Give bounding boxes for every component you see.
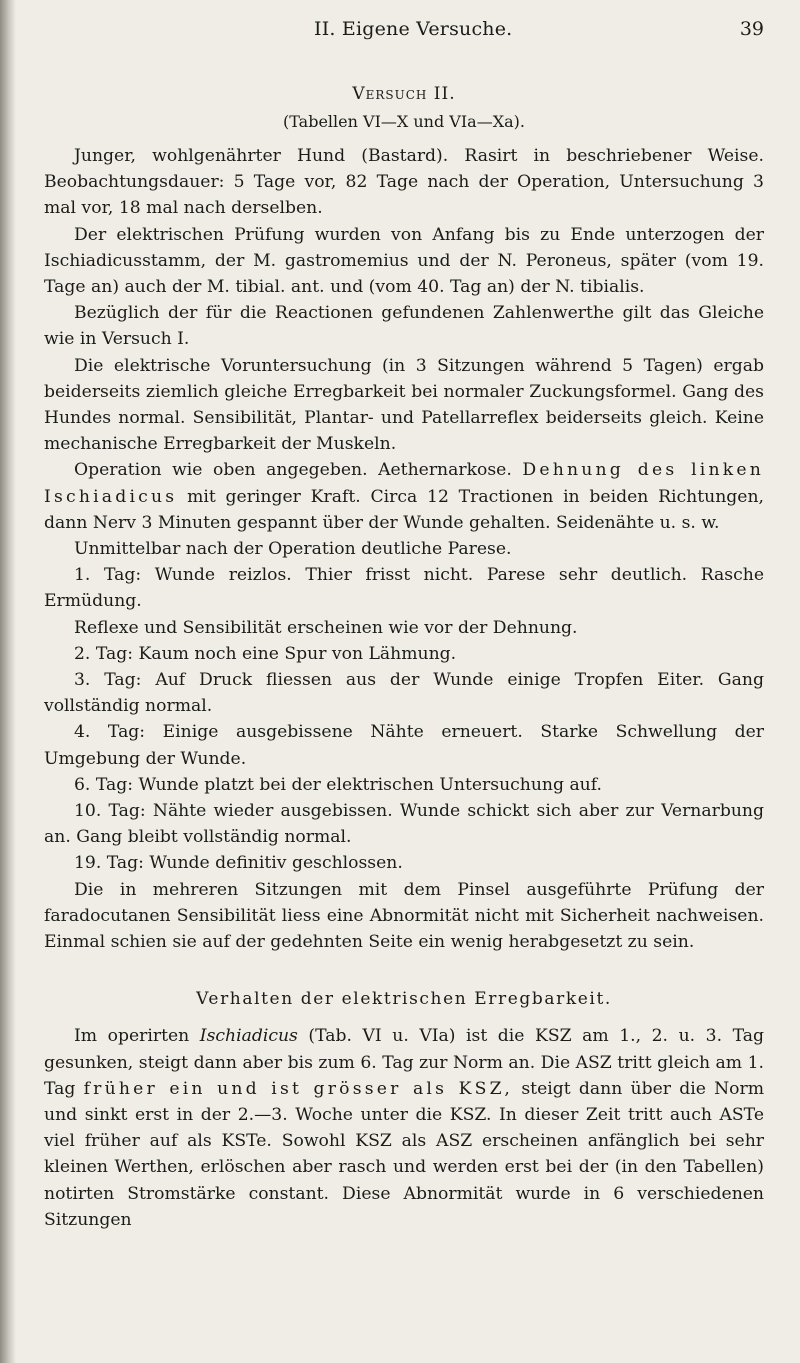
paragraph: 4. Tag: Einige ausgebissene Nähte erneuert. Starke Schwellung der Umgebung der Wunde. [44,722,764,769]
electrical-excitability-text [44,1023,764,1233]
paragraph: 1. Tag: Wunde reizlos. Thier frisst nicht. Parese sehr deutlich. Rasche Ermüdung. [44,565,764,612]
book-page [44,18,764,1233]
section-title: Verhalten der elektrischen Erregbarkeit. [196,989,612,1010]
paragraph: 2. Tag: Kaum noch eine Spur von Lähmung. [74,643,457,664]
final-spaced: früher ein und ist grösser als KSZ, [83,1078,514,1099]
paragraph: 10. Tag: Nähte wieder ausgebissen. Wunde schickt sich aber zur Vernarbung an. Gang bleibt vollständig normal. [44,801,764,848]
paragraph: Reflexe und Sensibilität erscheinen wie vor der Dehnung. [74,617,578,638]
paragraph: Junger, wohlgenährter Hund (Bastard). Rasirt in beschriebener Weise. Beobachtungsdauer: 5 Tage vor, 82 Tage nach der Operation, Untersuchung 3 mal vor, 18 mal nach derselben. [44,146,764,219]
operation-text-post: mit geringer Kraft. Circa 12 Tractionen in beiden Richtungen, dann Nerv 3 Minuten gespannt über der Wunde gehalten. Seidenähte u. s. w. [44,486,764,533]
paragraph: Der elektrischen Prüfung wurden von Anfang bis zu Ende unterzogen der Ischiadicusstamm, der M. gastromemius und der N. Peroneus, später (vom 19. Tage an) auch der M. tibial. ant. und (vom 40. Tag an) der N. tibialis. [44,224,764,298]
operation-text-spaced: Dehnung des linken Ischiadicus [44,460,765,507]
final-paragraph [44,1023,764,1233]
experiment-subheading: (Tabellen VI—X und VIa—Xa). [283,112,525,131]
paragraph: 6. Tag: Wunde platzt bei der elektrischen Untersuchung auf. [74,774,602,795]
experiment-heading: Versuch II. [352,84,456,104]
paragraph: Bezüglich der für die Reactionen gefundenen Zahlenwerthe gilt das Gleiche wie in Versuch I. [44,303,764,350]
experiment-description [44,143,764,955]
final-text-2: (Tab. VI u. VIa) ist die KSZ am 1., 2. u. 3. Tag gesunken, steigt dann aber bis zum 6. Tag zur Norm an. Die ASZ tritt gleich am 1. Tag [44,1026,764,1099]
final-text-3: steigt dann über die Norm und sinkt erst in der 2.—3. Woche unter die KSZ. In dieser Zeit tritt auch ASTe viel früher auf als KSTe. Sowohl KSZ als ASZ erscheinen anfänglich bei sehr kleinen Werthen, erlöschen aber rasch und werden erst bei der (in den Tabellen) notirten Stromstärke constant. Diese Abnormität wurde in 6 verschiedenen Sitzungen [44,1078,764,1230]
paragraph: Die elektrische Voruntersuchung (in 3 Sitzungen während 5 Tagen) ergab beiderseits ziemlich gleiche Erregbarkeit bei normaler Zuckungsformel. Gang des Hundes normal. Sensibilität, Plantar- und Patellarreflex beiderseits gleich. Keine mechanische Erregbarkeit der Muskeln. [44,355,764,455]
paragraph: Die in mehreren Sitzungen mit dem Pinsel ausgeführte Prüfung der faradocutanen Sensibilität liess eine Abnormität nicht mit Sicherheit nachweisen. Einmal schien sie auf der gedehnten Seite ein wenig herabgesetzt zu sein. [44,879,764,953]
page-number: 39 [739,18,764,40]
paragraph: 19. Tag: Wunde definitiv geschlossen. [74,853,403,874]
running-head-title: II. Eigene Versuche. [314,18,513,40]
running-head [44,18,764,48]
page-spine-shadow [0,0,16,1363]
operation-paragraph [44,457,764,536]
paragraph: Unmittelbar nach der Operation deutliche Parese. [74,539,512,560]
final-italic: Ischiadicus [199,1026,298,1047]
paragraph: 3. Tag: Auf Druck fliessen aus der Wunde einige Tropfen Eiter. Gang vollständig normal. [44,670,764,717]
final-text-1: Im operirten [74,1026,190,1047]
operation-text-pre: Operation wie oben angegeben. Aethernarkose. [74,460,512,481]
